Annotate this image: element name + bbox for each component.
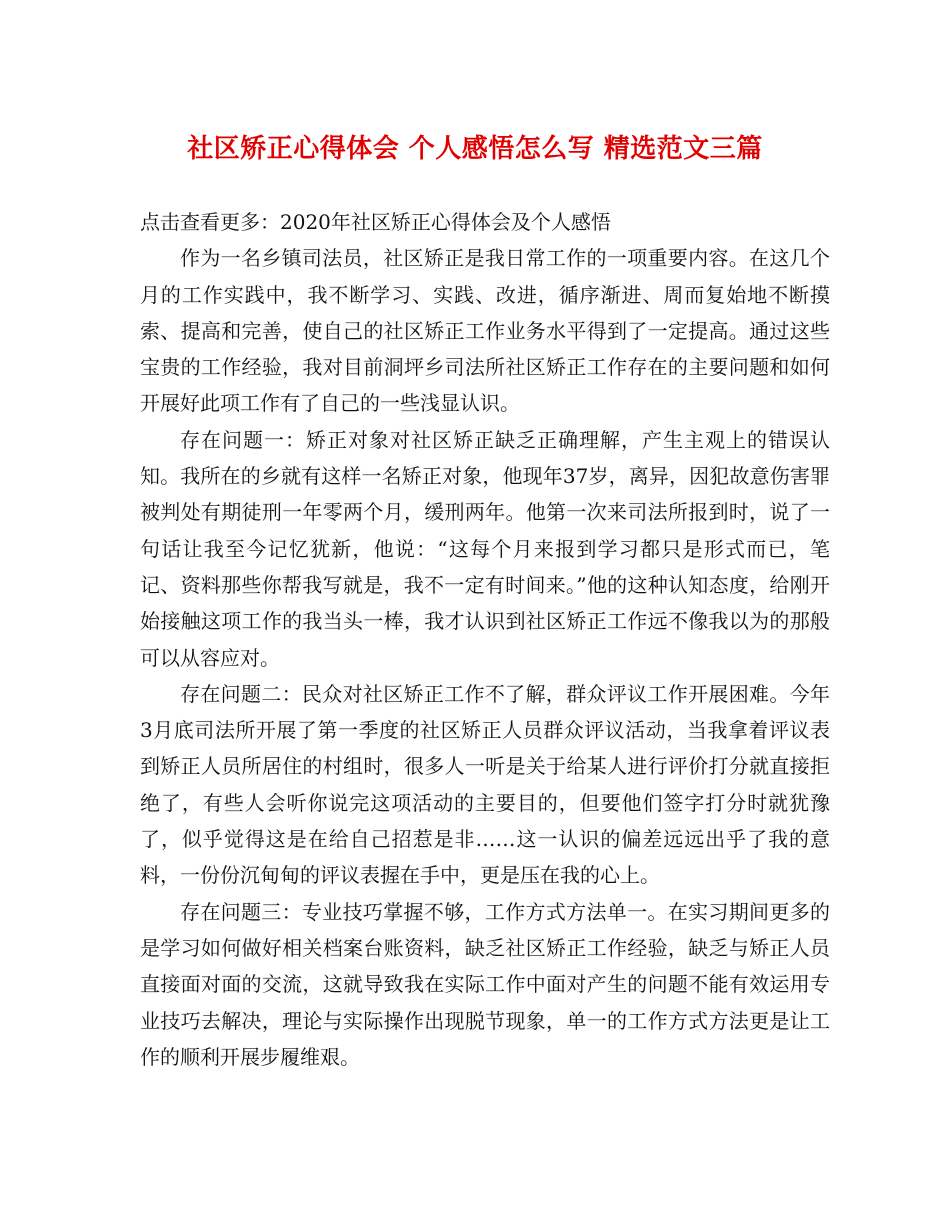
paragraph-problem-three: 存在问题三：专业技巧掌握不够，工作方式方法单一。在实习期间更多的是学习如何做好相关档案台账资料，缺乏社区矫正工作经验，缺乏与矫正人员直接面对面的交流，这就导致我在实际工作中面对产生的问题不能有效运用专业技巧去解决，理论与实际操作出现脱节现象，单一的工作方式方法更是让工作的顺利开展步履维艰。 (140, 899, 830, 1069)
paragraph-problem-two: 存在问题二：民众对社区矫正工作不了解，群众评议工作开展困难。今年3月底司法所开展了第一季度的社区矫正人员群众评议活动，当我拿着评议表到矫正人员所居住的村组时，很多人一听是关于给某人进行评价打分就直接拒绝了，有些人会听你说完这项活动的主要目的，但要他们签字打分时就犹豫了，似乎觉得这是在给自己招惹是非……这一认识的偏差远远出乎了我的意料，一份份沉甸甸的评议表握在手中，更是压在我的心上。 (140, 681, 830, 888)
document-body (140, 204, 830, 1075)
paragraph-problem-one: 存在问题一：矫正对象对社区矫正缺乏正确理解，产生主观上的错误认知。我所在的乡就有这样一名矫正对象，他现年37岁，离异，因犯故意伤害罪被判处有期徒刑一年零两个月，缓刑两年。他第一次来司法所报到时，说了一句话让我至今记忆犹新，他说：“这每个月来报到学习都只是形式而已，笔记、资料那些你帮我写就是，我不一定有时间来。”他的这种认知态度，给刚开始接触这项工作的我当头一棒，我才认识到社区矫正工作远不像我以为的那般可以从容应对。 (140, 427, 830, 670)
intro-link-line[interactable]: 点击查看更多：2020年社区矫正心得体会及个人感悟 (140, 210, 611, 234)
document-title: 社区矫正心得体会 个人感悟怎么写 精选范文三篇 (187, 134, 763, 164)
paragraph-intro: 作为一名乡镇司法员，社区矫正是我日常工作的一项重要内容。在这几个月的工作实践中，我不断学习、实践、改进，循序渐进、周而复始地不断摸索、提高和完善，使自己的社区矫正工作业务水平得到了一定提高。通过这些宝贵的工作经验，我对目前洞坪乡司法所社区矫正工作存在的主要问题和如何开展好此项工作有了自己的一些浅显认识。 (140, 246, 830, 416)
